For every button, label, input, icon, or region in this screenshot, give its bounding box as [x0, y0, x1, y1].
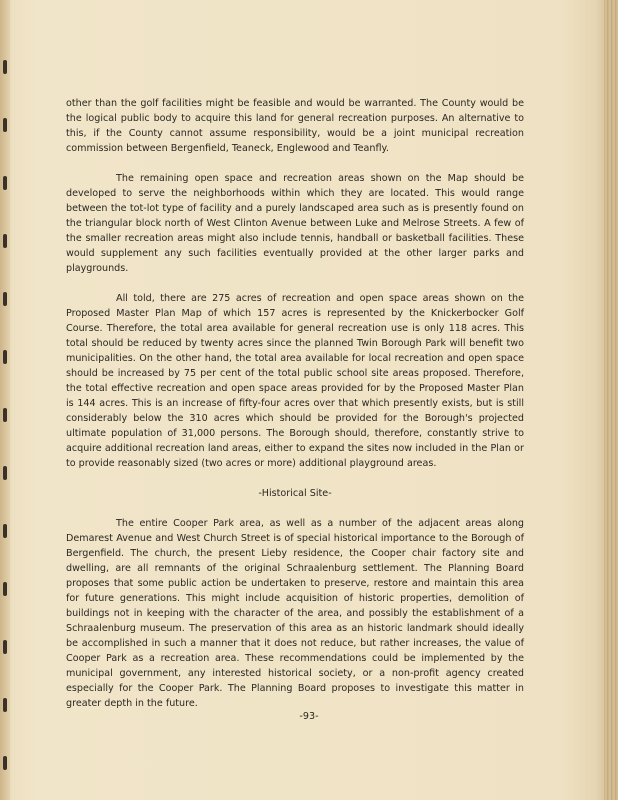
paragraph-open-space: The remaining open space and recreation areas shown on the Map should be developed to serve the neighborhoods within which they are located. This would range between the tot-lot type of facility and a purely landscaped area such as is presently found on the triangular block north of West Clinton Avenue between Luke and Melrose Streets. A few of the smaller recreation areas might also include tennis, handball or basketball facilities. These would supplement any such facilities eventually provided at the other larger parks and playgrounds.: [66, 173, 524, 274]
binding-hole: [3, 640, 7, 654]
binding-hole: [3, 176, 7, 190]
paragraph-golf-course: other than the golf facilities might be feasible and would be warranted. The County would be the logical public body to acquire this land for general recreation purposes. An alternative to this, if the County cannot assume responsibility, would be a joint municipal recreation commission between Bergenfield, Teaneck, Englewood and Teanfly.: [66, 98, 524, 154]
binding-hole: [3, 582, 7, 596]
binding-hole: [3, 118, 7, 132]
binding-hole: [3, 524, 7, 538]
binding-hole: [3, 408, 7, 422]
paragraph-cooper-park: The entire Cooper Park area, as well as a number of the adjacent areas along Demarest Avenue and West Church Street is of special historical importance to the Borough of Bergenfield. The church, the present Lieby residence, the Cooper chair factory site and dwelling, are all remnants of the original Schraalenburg settlement. The Planning Board proposes that some public action be undertaken to preserve, restore and maintain this area for future generations. This might include acquisition of historic properties, demolition of buildings not in keeping with the character of the area, and possibly the establishment of a Schraalenburg museum. The preservation of this area as an historic landmark should ideally be accomplished in such a manner that it does not reduce, but rather increases, the value of Cooper Park as a recreation area. These recommendations could be implemented by the municipal government, any interested historical society, or a non-profit agency created especially for the Cooper Park. The Planning Board proposes to investigate this matter in greater depth in the future.: [66, 518, 524, 709]
binding-hole: [3, 234, 7, 248]
binding-hole: [3, 466, 7, 480]
paragraph-acreage-summary: All told, there are 275 acres of recreation and open space areas shown on the Proposed Master Plan Map of which 157 acres is represented by the Knickerbocker Golf Course. Therefore, the total area available for general recreation use is only 118 acres. This total should be reduced by twenty acres since the planned Twin Borough Park will benefit two municipalities. On the other hand, the total area available for local recreation and open space should be increased by 75 per cent of the total public school site areas proposed. Therefore, the total effective recreation and open space areas provided for by the Proposed Master Plan is 144 acres. This is an increase of fifty-four acres over that which presently exists, but is still considerably below the 310 acres which should be provided for the Borough's projected ultimate population of 31,000 persons. The Borough should, therefore, constantly strive to acquire additional recreation land areas, either to expand the sites now included in the Plan or to provide reasonably sized (two acres or more) additional playground areas.: [66, 293, 524, 469]
binding-hole: [3, 756, 7, 770]
binding-hole: [3, 292, 7, 306]
binding-hole: [3, 60, 7, 74]
page-edge: [604, 0, 618, 800]
binding-hole: [3, 350, 7, 364]
page-number: -93-: [299, 711, 319, 722]
body-text: [66, 96, 524, 726]
binding-hole: [3, 698, 7, 712]
section-heading-historical-site: -Historical Site-: [258, 488, 332, 499]
